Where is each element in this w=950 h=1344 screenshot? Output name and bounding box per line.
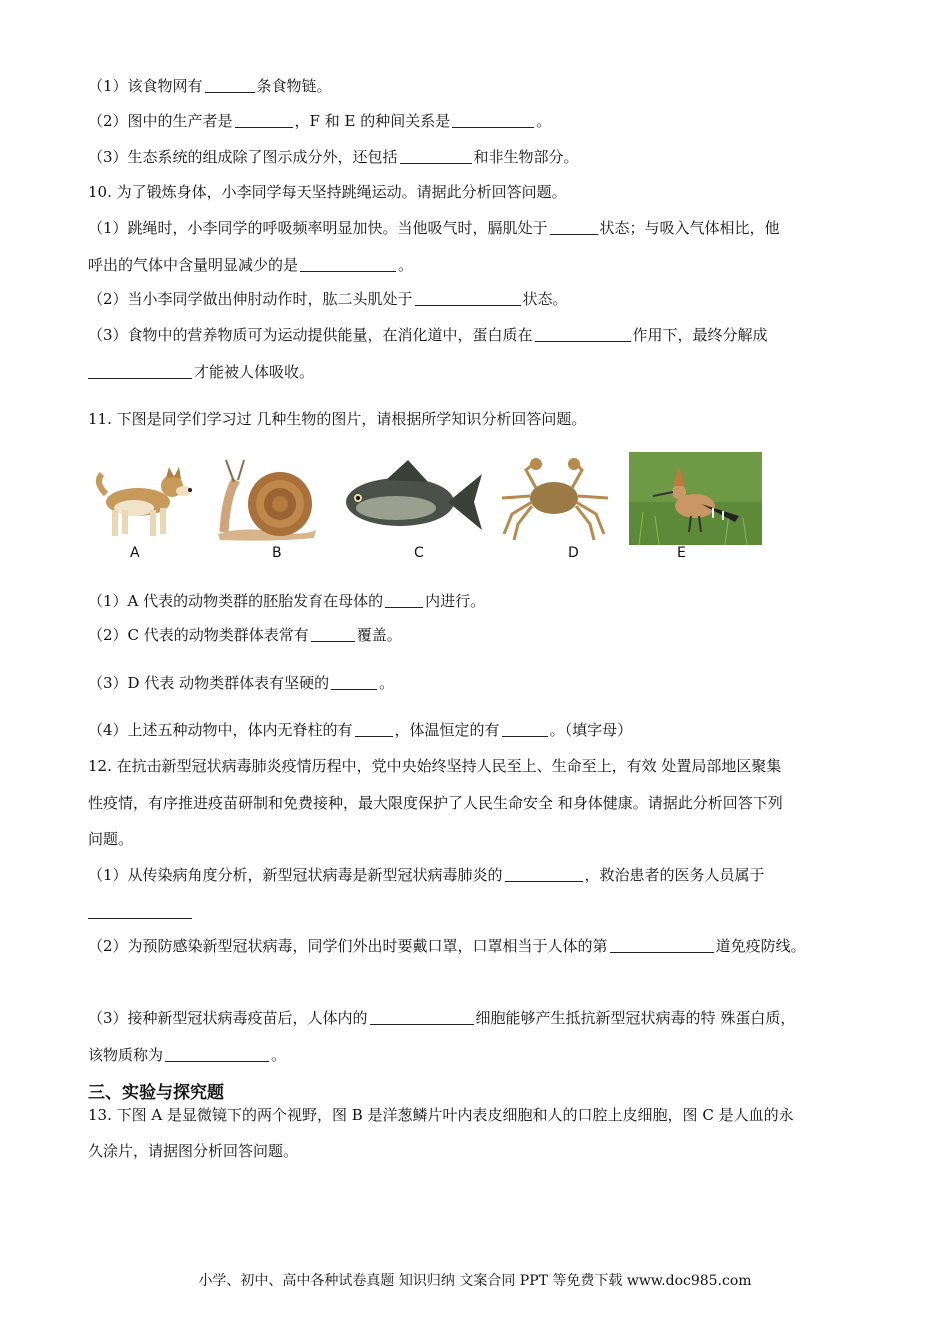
snail-icon: [214, 456, 322, 542]
answer-blank[interactable]: [385, 592, 423, 608]
q12-stem-line1: 12. 在抗击新型冠状病毒肺炎疫情历程中，党中央始终坚持人民至上、生命至上，有效 处置局部地区聚集: [88, 757, 782, 775]
q11-part1: （1）A 代表的动物类群的胚胎发育在母体的 内进行。: [88, 592, 486, 610]
answer-blank[interactable]: [610, 937, 714, 953]
crab-icon: [496, 458, 614, 542]
page-footer: 小学、初中、高中各种试卷真题 知识归纳 文案合同 PPT 等免费下载 www.doc985.com: [198, 1273, 752, 1289]
answer-blank[interactable]: [331, 674, 377, 690]
answer-blank[interactable]: [88, 903, 192, 919]
q10-part1b: 呼出的气体中含量明显减少的是 。: [88, 256, 414, 274]
animal-label-e: E: [677, 545, 686, 561]
q11-stem: 11. 下图是同学们学习过 几种生物的图片，请根据所学知识分析回答问题。: [88, 410, 587, 428]
answer-blank[interactable]: [452, 112, 534, 128]
hoopoe-bird-icon: [629, 452, 762, 545]
q12-stem-line2: 性疫情，有序推进疫苗研制和免费接种，最大限度保护了人民生命安全 和身体健康。请据此分析回答下列: [88, 794, 783, 812]
q10-part3a: （3）食物中的营养物质可为运动提供能量，在消化道中，蛋白质在 作用下，最终分解成: [88, 326, 768, 344]
answer-blank[interactable]: [370, 1009, 474, 1025]
q10-stem: 10. 为了锻炼身体，小李同学每天坚持跳绳运动。请据此分析回答问题。: [88, 183, 567, 201]
answer-blank[interactable]: [235, 112, 293, 128]
answer-blank[interactable]: [205, 77, 255, 93]
q12-part3a: （3）接种新型冠状病毒疫苗后，人体内的 细胞能够产生抵抗新型冠状病毒的特 殊蛋白质，: [88, 1009, 796, 1027]
q11-part2: （2）C 代表的动物类群体表常有 覆盖。: [88, 626, 402, 644]
q12-part1-answer: [88, 902, 194, 922]
q10-part3b: 才能被人体吸收。: [88, 362, 314, 382]
answer-blank[interactable]: [300, 256, 396, 272]
dog-icon: [88, 462, 196, 544]
answer-blank[interactable]: [400, 148, 472, 164]
answer-blank[interactable]: [502, 721, 548, 737]
q12-part1: （1）从传染病角度分析，新型冠状病毒是新型冠状病毒肺炎的 ，救治患者的医务人员属于: [88, 866, 765, 884]
q9-part1: （1）该食物网有 条食物链。: [88, 77, 332, 95]
q12-part2: （2）为预防感染新型冠状病毒，同学们外出时要戴口罩，口罩相当于人体的第 道免疫防线。: [88, 937, 806, 955]
answer-blank[interactable]: [550, 219, 598, 235]
q13-stem-line1: 13. 下图 A 是显微镜下的两个视野，图 B 是洋葱鳞片叶内表皮细胞和人的口腔上皮细胞，图 C 是人血的永: [88, 1106, 794, 1124]
q12-stem-line3: 问题。: [88, 830, 134, 848]
animal-label-b: B: [272, 545, 282, 561]
animal-label-a: A: [130, 545, 140, 561]
q12-part3b: 该物质称为 。: [88, 1046, 287, 1064]
q11-part3: （3）D 代表 动物类群体表有坚硬的 。: [88, 674, 395, 692]
section-title: 三、实验与探究题: [88, 1083, 224, 1103]
answer-blank[interactable]: [311, 626, 355, 642]
answer-blank[interactable]: [88, 363, 192, 379]
q9-part3: （3）生态系统的组成除了图示成分外，还包括 和非生物部分。: [88, 148, 579, 166]
q13-stem-line2: 久涂片，请据图分析回答问题。: [88, 1142, 299, 1160]
answer-blank[interactable]: [535, 326, 631, 342]
answer-blank[interactable]: [415, 290, 521, 306]
animal-label-d: D: [568, 545, 579, 561]
answer-blank[interactable]: [165, 1046, 269, 1062]
q9-part2: （2）图中的生产者是 ，F 和 E 的种间关系是 。: [88, 112, 552, 130]
q10-part2: （2）当小李同学做出伸肘动作时，肱二头肌处于 状态。: [88, 290, 568, 308]
q10-part1a: （1）跳绳时，小李同学的呼吸频率明显加快。当他吸气时，膈肌处于 状态；与吸入气体相比，他: [88, 219, 780, 237]
answer-blank[interactable]: [505, 866, 583, 882]
animal-label-c: C: [414, 545, 424, 561]
answer-blank[interactable]: [355, 721, 393, 737]
fish-icon: [338, 458, 484, 542]
q11-part4: （4）上述五种动物中，体内无脊柱的有 ，体温恒定的有 。（填字母）: [88, 721, 633, 739]
